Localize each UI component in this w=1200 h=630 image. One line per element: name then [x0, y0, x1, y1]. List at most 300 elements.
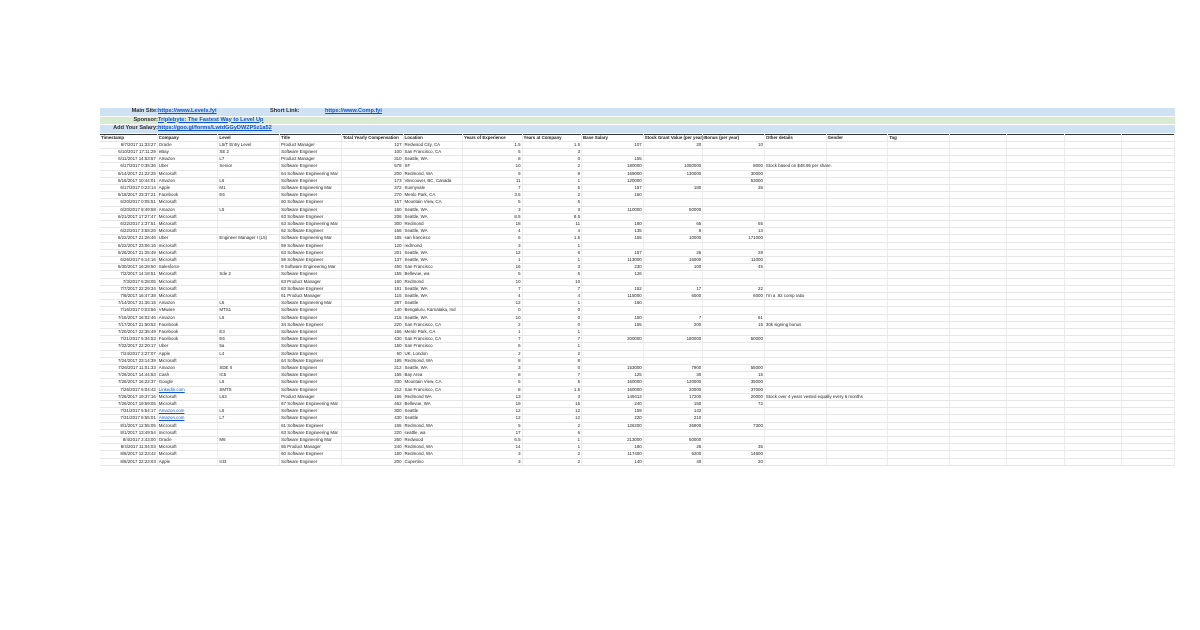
empty-cell[interactable] — [1121, 379, 1174, 386]
table-cell[interactable]: San Francisco, CA — [403, 386, 463, 393]
empty-cell[interactable] — [1121, 350, 1174, 357]
table-cell[interactable]: Seattle, WA — [403, 213, 463, 220]
table-cell[interactable] — [218, 170, 280, 177]
table-cell[interactable]: IC5 — [218, 372, 280, 379]
table-cell[interactable]: Apple — [157, 350, 218, 357]
table-cell[interactable]: 53000 — [703, 177, 765, 184]
table-cell[interactable] — [826, 192, 888, 199]
table-cell[interactable]: 1 — [522, 242, 582, 249]
table-cell[interactable] — [218, 422, 280, 429]
table-cell[interactable]: 310 — [341, 156, 403, 163]
table-cell[interactable]: Microsoft — [157, 170, 218, 177]
table-cell[interactable] — [764, 314, 826, 321]
table-cell[interactable]: E3 — [218, 328, 280, 335]
empty-cell[interactable] — [950, 228, 1007, 235]
empty-cell[interactable] — [1064, 444, 1121, 451]
table-cell[interactable]: 1 — [522, 256, 582, 263]
table-cell[interactable] — [764, 328, 826, 335]
table-cell[interactable] — [764, 372, 826, 379]
empty-cell[interactable] — [1121, 184, 1174, 191]
table-cell[interactable]: 8/8/2017 12:23:42 — [100, 451, 157, 458]
table-cell[interactable]: 7/2/2017 14:18:51 — [100, 271, 157, 278]
table-cell[interactable]: Facebook — [157, 321, 218, 328]
table-cell[interactable]: Facebook — [157, 192, 218, 199]
table-cell[interactable]: 165 — [341, 235, 403, 242]
table-cell[interactable]: 160000 — [582, 379, 644, 386]
table-cell[interactable]: Uber — [157, 343, 218, 350]
table-cell[interactable] — [888, 156, 950, 163]
table-cell[interactable]: 7 — [463, 336, 523, 343]
table-cell[interactable]: 180 — [643, 184, 703, 191]
table-cell[interactable] — [218, 242, 280, 249]
table-cell[interactable]: 5 — [463, 148, 523, 155]
table-cell[interactable]: 450 — [341, 264, 403, 271]
table-cell[interactable]: 35000 — [703, 379, 765, 386]
table-cell[interactable]: 200 — [643, 321, 703, 328]
empty-cell[interactable] — [1121, 422, 1174, 429]
table-cell[interactable] — [764, 408, 826, 415]
empty-cell[interactable] — [1121, 307, 1174, 314]
table-cell[interactable] — [643, 156, 703, 163]
table-cell[interactable] — [888, 458, 950, 465]
table-cell[interactable] — [764, 437, 826, 444]
table-cell[interactable]: Cupertino — [403, 458, 463, 465]
table-cell[interactable]: 157 — [582, 249, 644, 256]
table-cell[interactable]: 4 — [522, 292, 582, 299]
table-cell[interactable]: Redwood — [403, 437, 463, 444]
table-cell[interactable]: 6/20/2017 8:49:58 — [100, 206, 157, 213]
table-cell[interactable]: 107 — [582, 141, 644, 148]
table-cell[interactable]: 60 Software Engineer — [280, 451, 342, 458]
table-cell[interactable]: 142 — [643, 408, 703, 415]
empty-cell[interactable] — [950, 336, 1007, 343]
table-cell[interactable] — [888, 206, 950, 213]
table-cell[interactable] — [582, 242, 644, 249]
empty-cell[interactable] — [950, 401, 1007, 408]
table-cell[interactable]: 195 — [341, 357, 403, 364]
table-cell[interactable] — [826, 458, 888, 465]
table-cell[interactable] — [888, 300, 950, 307]
table-cell[interactable]: 1 — [463, 328, 523, 335]
table-cell[interactable]: SE 2 — [218, 148, 280, 155]
table-cell[interactable] — [643, 357, 703, 364]
table-cell[interactable]: Microsoft — [157, 213, 218, 220]
empty-cell[interactable] — [1121, 213, 1174, 220]
empty-cell[interactable] — [950, 357, 1007, 364]
empty-cell[interactable] — [1121, 264, 1174, 271]
table-cell[interactable]: 120000 — [582, 177, 644, 184]
table-cell[interactable]: Seattle, WA — [403, 365, 463, 372]
empty-cell[interactable] — [1121, 372, 1174, 379]
table-cell[interactable]: Engineer Manager I (L5) — [218, 235, 280, 242]
table-cell[interactable] — [218, 321, 280, 328]
table-cell[interactable]: 160 — [341, 278, 403, 285]
table-cell[interactable]: Microsoft — [157, 256, 218, 263]
table-cell[interactable]: Seattle — [403, 408, 463, 415]
table-cell[interactable]: 11000 — [703, 256, 765, 263]
table-cell[interactable] — [826, 242, 888, 249]
table-cell[interactable]: 67 Software Engineering Mar — [280, 401, 342, 408]
table-cell[interactable] — [582, 148, 644, 155]
table-cell[interactable]: Seattle, WA — [403, 285, 463, 292]
table-cell[interactable] — [826, 357, 888, 364]
table-cell[interactable]: Microsoft — [157, 422, 218, 429]
table-cell[interactable] — [643, 307, 703, 314]
table-cell[interactable]: 50000 — [643, 206, 703, 213]
table-cell[interactable]: Seattle, WA — [403, 314, 463, 321]
table-cell[interactable]: 7/31/2017 5:54:17 — [100, 408, 157, 415]
empty-cell[interactable] — [1064, 141, 1121, 148]
table-cell[interactable]: 160 — [341, 206, 403, 213]
table-cell[interactable] — [218, 249, 280, 256]
empty-cell[interactable] — [1064, 249, 1121, 256]
empty-cell[interactable] — [1064, 321, 1121, 328]
table-cell[interactable]: Software Engineer — [280, 177, 342, 184]
empty-cell[interactable] — [1007, 408, 1064, 415]
table-cell[interactable]: 7 — [463, 184, 523, 191]
table-cell[interactable] — [582, 357, 644, 364]
empty-cell[interactable] — [1121, 156, 1174, 163]
table-cell[interactable]: L5 — [218, 314, 280, 321]
table-cell[interactable]: 166 — [341, 328, 403, 335]
empty-cell[interactable] — [950, 264, 1007, 271]
col-header[interactable]: Level — [218, 134, 280, 141]
table-cell[interactable]: Uber — [157, 235, 218, 242]
table-cell[interactable] — [826, 228, 888, 235]
table-cell[interactable]: 160 — [582, 300, 644, 307]
table-cell[interactable]: 10 — [463, 314, 523, 321]
table-cell[interactable]: 2 — [522, 350, 582, 357]
table-cell[interactable] — [582, 328, 644, 335]
table-cell[interactable]: Redmond, WA — [403, 444, 463, 451]
table-cell[interactable]: 5 — [463, 199, 523, 206]
table-cell[interactable]: 100 — [643, 264, 703, 271]
main-site-link[interactable]: https://www.Levels.fyi — [158, 108, 217, 114]
table-cell[interactable] — [826, 156, 888, 163]
col-header[interactable]: Location — [403, 134, 463, 141]
table-cell[interactable]: 212 — [341, 365, 403, 372]
table-cell[interactable]: M1 — [218, 184, 280, 191]
table-cell[interactable]: 30k signing bonus — [764, 321, 826, 328]
table-cell[interactable]: 6/30/2017 16:28:50 — [100, 264, 157, 271]
table-cell[interactable]: Software Engineer — [280, 408, 342, 415]
table-cell[interactable]: Software Engineer — [280, 350, 342, 357]
empty-cell[interactable] — [950, 458, 1007, 465]
table-cell[interactable] — [218, 199, 280, 206]
table-cell[interactable]: 6 — [463, 235, 523, 242]
empty-cell[interactable] — [1064, 285, 1121, 292]
table-cell[interactable]: Mountain View, CA — [403, 199, 463, 206]
table-cell[interactable] — [764, 307, 826, 314]
table-cell[interactable]: Microsoft — [157, 357, 218, 364]
table-cell[interactable]: 7/3/2017 6:28:05 — [100, 278, 157, 285]
table-cell[interactable] — [888, 242, 950, 249]
empty-cell[interactable] — [950, 444, 1007, 451]
empty-cell[interactable] — [950, 163, 1007, 170]
table-cell[interactable]: Amazon.com — [157, 408, 218, 415]
table-cell[interactable]: Software Engineer — [280, 372, 342, 379]
empty-cell[interactable] — [950, 343, 1007, 350]
table-cell[interactable]: 160 — [582, 192, 644, 199]
table-cell[interactable]: 3 — [463, 458, 523, 465]
table-cell[interactable]: Stock based on $48.95 per share. — [765, 163, 832, 169]
empty-cell[interactable] — [1007, 292, 1064, 299]
table-cell[interactable] — [218, 278, 280, 285]
table-cell[interactable]: 115 — [341, 292, 403, 299]
table-cell[interactable]: 45 — [703, 264, 765, 271]
table-cell[interactable]: 3 — [522, 264, 582, 271]
table-cell[interactable] — [888, 292, 950, 299]
table-cell[interactable]: Software Engineering Mar — [280, 235, 342, 242]
table-cell[interactable]: 12 — [463, 300, 523, 307]
empty-cell[interactable] — [1121, 177, 1174, 184]
table-cell[interactable]: Seattle, WA — [403, 249, 463, 256]
table-cell[interactable] — [888, 393, 950, 400]
table-cell[interactable]: Amazon — [157, 156, 218, 163]
table-cell[interactable] — [582, 429, 644, 436]
table-cell[interactable]: 34 Software Engineer — [280, 321, 342, 328]
table-cell[interactable] — [703, 307, 765, 314]
empty-cell[interactable] — [1121, 321, 1174, 328]
table-cell[interactable]: 140 — [582, 458, 644, 465]
empty-cell[interactable] — [1007, 321, 1064, 328]
empty-cell[interactable] — [1064, 228, 1121, 235]
table-cell[interactable]: 7/22/2017 22:20:17 — [100, 343, 157, 350]
table-cell[interactable]: 200000 — [582, 336, 644, 343]
table-cell[interactable]: Software Engineer — [280, 271, 342, 278]
table-cell[interactable]: 9 — [522, 170, 582, 177]
table-cell[interactable]: 6000 — [703, 292, 765, 299]
table-cell[interactable]: Software Engineering Mar — [280, 300, 342, 307]
table-cell[interactable] — [764, 379, 826, 386]
table-cell[interactable] — [826, 314, 888, 321]
table-cell[interactable] — [888, 184, 950, 191]
table-cell[interactable]: 8 — [643, 228, 703, 235]
table-cell[interactable]: 140 — [341, 307, 403, 314]
table-cell[interactable]: 115000 — [582, 292, 644, 299]
table-cell[interactable]: 9 — [463, 170, 523, 177]
table-cell[interactable]: Redmond, WA — [403, 357, 463, 364]
table-cell[interactable]: 166 — [341, 393, 403, 400]
empty-cell[interactable] — [950, 249, 1007, 256]
table-cell[interactable] — [764, 300, 826, 307]
empty-cell[interactable] — [950, 300, 1007, 307]
empty-cell[interactable] — [1007, 141, 1064, 148]
table-cell[interactable]: 3 — [463, 206, 523, 213]
empty-cell[interactable] — [1064, 408, 1121, 415]
empty-cell[interactable] — [1007, 156, 1064, 163]
table-cell[interactable]: Seattle — [403, 300, 463, 307]
empty-cell[interactable] — [950, 256, 1007, 263]
table-cell[interactable]: Microsoft — [157, 278, 218, 285]
table-cell[interactable]: 8.5 — [463, 213, 523, 220]
table-cell[interactable]: UK, London — [403, 350, 463, 357]
empty-cell[interactable] — [950, 415, 1007, 422]
table-cell[interactable] — [826, 177, 888, 184]
table-cell[interactable]: 6/7/2017 11:33:27 — [100, 141, 157, 148]
table-cell[interactable]: 25 — [643, 444, 703, 451]
table-cell[interactable]: Menlo Park, CA — [403, 328, 463, 335]
col-header[interactable]: Tag — [888, 134, 950, 141]
table-cell[interactable]: 300 — [341, 408, 403, 415]
table-cell[interactable]: Software Engineer — [280, 148, 342, 155]
table-cell[interactable] — [888, 429, 950, 436]
table-cell[interactable] — [826, 264, 888, 271]
table-cell[interactable]: 300 — [341, 220, 403, 227]
table-cell[interactable]: Microsoft — [157, 401, 218, 408]
table-cell[interactable]: 2 — [522, 451, 582, 458]
table-cell[interactable] — [643, 177, 703, 184]
table-cell[interactable]: 6/22/2017 23:06:16 — [100, 242, 157, 249]
table-cell[interactable]: 16 — [463, 264, 523, 271]
table-cell[interactable] — [703, 343, 765, 350]
table-cell[interactable]: Google — [157, 379, 218, 386]
table-cell[interactable]: 6/17/2017 0:35:36 — [100, 163, 157, 170]
table-cell[interactable]: 60 Software Engineer — [280, 199, 342, 206]
table-cell[interactable] — [764, 264, 826, 271]
table-cell[interactable]: 55000 — [703, 365, 765, 372]
table-cell[interactable]: SDE II — [218, 365, 280, 372]
table-cell[interactable]: Bellevue, WA — [403, 401, 463, 408]
empty-cell[interactable] — [1064, 307, 1121, 314]
table-cell[interactable]: Ict3 — [218, 458, 280, 465]
table-cell[interactable] — [764, 192, 826, 199]
table-cell[interactable]: L6 — [218, 300, 280, 307]
table-cell[interactable]: Product Manager — [280, 156, 342, 163]
table-cell[interactable] — [888, 235, 950, 242]
table-cell[interactable]: 8/8/2017 22:23:03 — [100, 458, 157, 465]
table-cell[interactable] — [826, 343, 888, 350]
table-cell[interactable] — [218, 292, 280, 299]
table-cell[interactable]: 10 — [463, 163, 523, 170]
table-cell[interactable]: 8/1/2017 12:55:05 — [100, 422, 157, 429]
table-cell[interactable]: san francisco — [403, 235, 463, 242]
table-cell[interactable]: L7 — [218, 415, 280, 422]
table-cell[interactable]: Bay Area — [403, 372, 463, 379]
empty-cell[interactable] — [1064, 365, 1121, 372]
table-cell[interactable]: 137 — [341, 256, 403, 263]
table-cell[interactable]: 10 — [522, 278, 582, 285]
table-cell[interactable]: 15 — [703, 372, 765, 379]
empty-cell[interactable] — [950, 386, 1007, 393]
table-cell[interactable] — [888, 437, 950, 444]
table-cell[interactable]: 20 — [643, 141, 703, 148]
table-cell[interactable]: 6/16/2017 10:44:01 — [100, 177, 157, 184]
table-cell[interactable]: 4 — [463, 228, 523, 235]
table-cell[interactable]: 6/22/2017 2:37:51 — [100, 220, 157, 227]
table-cell[interactable] — [888, 379, 950, 386]
table-cell[interactable]: 5 — [522, 271, 582, 278]
table-cell[interactable]: 155 — [341, 372, 403, 379]
table-cell[interactable]: 26900 — [643, 422, 703, 429]
empty-cell[interactable] — [1007, 437, 1064, 444]
empty-cell[interactable] — [1007, 134, 1064, 141]
table-cell[interactable]: Seattle, WA — [403, 292, 463, 299]
table-cell[interactable]: 220 — [341, 321, 403, 328]
empty-cell[interactable] — [1064, 379, 1121, 386]
table-cell[interactable]: 2 — [522, 422, 582, 429]
table-cell[interactable]: 191 — [341, 285, 403, 292]
table-cell[interactable]: San Francisco — [403, 343, 463, 350]
empty-cell[interactable] — [1121, 458, 1174, 465]
empty-cell[interactable] — [1007, 192, 1064, 199]
table-cell[interactable]: 62 Software Engineer — [280, 228, 342, 235]
table-cell[interactable]: 5 — [463, 379, 523, 386]
empty-cell[interactable] — [1007, 256, 1064, 263]
table-cell[interactable]: 65 Product Manager — [280, 444, 342, 451]
table-cell[interactable]: microsoft — [157, 429, 218, 436]
table-cell[interactable]: 150 — [643, 401, 703, 408]
table-cell[interactable]: 14600 — [703, 451, 765, 458]
table-cell[interactable] — [888, 314, 950, 321]
table-cell[interactable]: 206 — [341, 213, 403, 220]
table-cell[interactable] — [826, 437, 888, 444]
empty-cell[interactable] — [950, 328, 1007, 335]
empty-cell[interactable] — [1007, 242, 1064, 249]
table-cell[interactable] — [888, 170, 950, 177]
table-cell[interactable] — [764, 444, 826, 451]
table-cell[interactable]: 8 — [463, 386, 523, 393]
table-cell[interactable]: 135 — [582, 228, 644, 235]
table-cell[interactable]: 61 — [703, 314, 765, 321]
table-cell[interactable]: Oracle — [157, 141, 218, 148]
table-cell[interactable]: 0 — [522, 307, 582, 314]
table-cell[interactable] — [764, 228, 826, 235]
table-cell[interactable]: 216 — [341, 314, 403, 321]
empty-cell[interactable] — [950, 271, 1007, 278]
table-cell[interactable] — [888, 422, 950, 429]
table-cell[interactable]: Microsoft — [157, 285, 218, 292]
short-link-link[interactable]: https://www.Comp.fyi — [325, 108, 382, 114]
table-cell[interactable]: Software Engineer — [280, 206, 342, 213]
table-cell[interactable]: 270 — [341, 192, 403, 199]
table-cell[interactable]: 3 — [463, 365, 523, 372]
table-cell[interactable]: 11 — [463, 177, 523, 184]
table-cell[interactable]: 17 — [643, 285, 703, 292]
empty-cell[interactable] — [1121, 365, 1174, 372]
empty-cell[interactable] — [1007, 278, 1064, 285]
table-cell[interactable] — [888, 228, 950, 235]
col-header[interactable]: Bonus (per year) — [703, 134, 765, 141]
table-cell[interactable] — [703, 429, 765, 436]
table-cell[interactable] — [764, 343, 826, 350]
table-cell[interactable]: Sde 2 — [218, 271, 280, 278]
table-cell[interactable] — [764, 177, 826, 184]
table-cell[interactable] — [826, 235, 888, 242]
table-cell[interactable]: I'm a .92 comp ratio — [764, 292, 826, 299]
table-cell[interactable] — [826, 271, 888, 278]
table-cell[interactable]: 1.5 — [522, 235, 582, 242]
table-cell[interactable] — [826, 415, 888, 422]
table-cell[interactable]: 20000 — [703, 393, 765, 400]
table-cell[interactable]: 152 — [582, 285, 644, 292]
empty-cell[interactable] — [1007, 170, 1064, 177]
table-cell[interactable]: Software Engineering Mar — [280, 184, 342, 191]
empty-cell[interactable] — [1064, 177, 1121, 184]
table-cell[interactable] — [218, 220, 280, 227]
table-cell[interactable]: M6 — [218, 437, 280, 444]
table-cell[interactable]: 37000 — [703, 386, 765, 393]
table-cell[interactable]: 6/11/2017 14:53:57 — [100, 156, 157, 163]
table-cell[interactable]: Microsoft — [157, 228, 218, 235]
table-cell[interactable]: 5 — [522, 379, 582, 386]
table-cell[interactable]: 171000 — [703, 235, 765, 242]
table-cell[interactable]: L4 — [218, 350, 280, 357]
table-cell[interactable] — [582, 278, 644, 285]
table-cell[interactable]: 150 — [341, 343, 403, 350]
empty-cell[interactable] — [1064, 372, 1121, 379]
table-cell[interactable] — [826, 350, 888, 357]
